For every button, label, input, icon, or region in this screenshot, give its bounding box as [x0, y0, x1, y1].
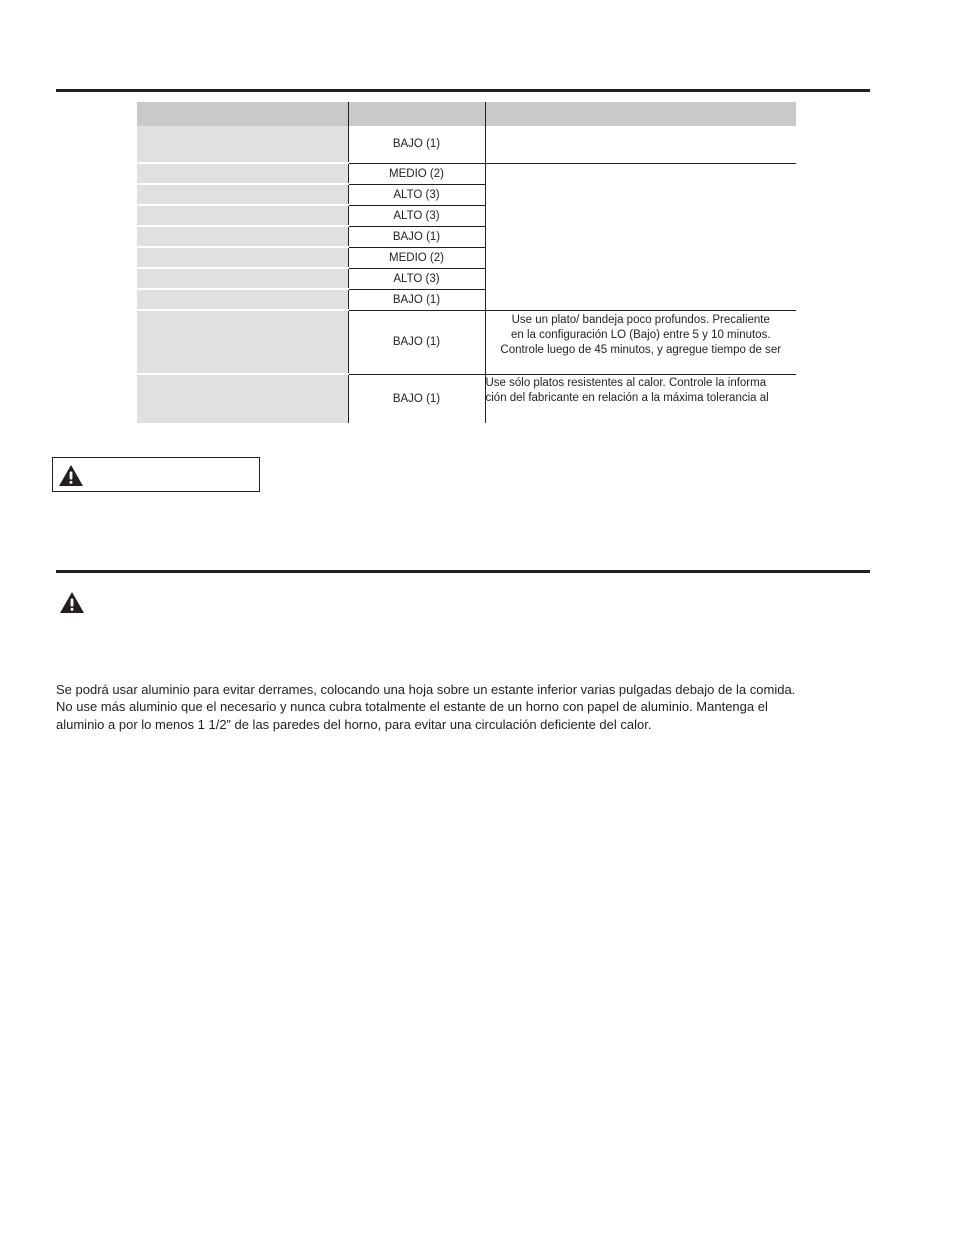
food-cell — [137, 289, 348, 310]
setting-cell: BAJO (1) — [348, 289, 485, 310]
setting-cell: ALTO (3) — [348, 184, 485, 205]
caution-label-box — [52, 457, 260, 492]
aluminum-foil-paragraph — [56, 681, 868, 733]
food-cell — [137, 310, 348, 374]
notes-line: Use un plato/ bandeja poco profundos. Precaliente — [511, 313, 770, 326]
setting-cell: ALTO (3) — [348, 205, 485, 226]
notes-line: Controle luego de 45 minutos, y agregue tiempo de ser — [500, 343, 782, 356]
paragraph-line: aluminio a por lo menos 1 1/2” de las paredes del horno, para evitar una circulación deficiente del calor. — [56, 716, 652, 732]
paragraph-line: Se podrá usar aluminio para evitar derrames, colocando una hoja sobre un estante inferior varias pulgadas debajo de la comida. — [56, 682, 796, 697]
warming-settings-table — [137, 102, 796, 423]
food-cell — [137, 126, 348, 163]
food-cell — [137, 184, 348, 205]
notes-line: Use sólo platos resistentes al calor. Controle la informa — [485, 376, 767, 389]
food-cell — [137, 163, 348, 184]
setting-cell: BAJO (1) — [348, 310, 485, 374]
notes-cell — [485, 126, 796, 163]
setting-cell: MEDIO (2) — [348, 163, 485, 184]
table-header-row — [137, 102, 796, 126]
notes-cell-merged — [485, 163, 796, 310]
setting-cell: BAJO (1) — [348, 126, 485, 163]
header-food-cell — [137, 102, 348, 126]
notes-line: en la configuración LO (Bajo) entre 5 y 10 minutos. — [510, 328, 771, 341]
setting-cell: MEDIO (2) — [348, 247, 485, 268]
table-row — [137, 374, 796, 423]
food-cell — [137, 268, 348, 289]
notes-line: ción del fabricante en relación a la máxima tolerancia al — [485, 391, 769, 404]
warning-triangle-icon — [59, 591, 85, 619]
food-cell — [137, 374, 348, 423]
food-cell — [137, 205, 348, 226]
food-cell — [137, 226, 348, 247]
header-notes-cell — [485, 102, 796, 126]
setting-cell: BAJO (1) — [348, 374, 485, 423]
table-row — [137, 310, 796, 374]
warning-triangle-icon — [58, 464, 84, 492]
food-cell — [137, 247, 348, 268]
notes-cell — [485, 310, 796, 374]
paragraph-line: No use más aluminio que el necesario y nunca cubra totalmente el estante de un horno con papel de aluminio. Mantenga el — [56, 699, 768, 715]
header-setting-cell — [348, 102, 485, 126]
table-row — [137, 163, 796, 184]
aluminum-section-rule — [56, 570, 870, 573]
setting-cell: ALTO (3) — [348, 268, 485, 289]
notes-cell — [485, 374, 796, 423]
setting-cell: BAJO (1) — [348, 226, 485, 247]
table-row — [137, 126, 796, 163]
top-section-rule — [56, 89, 870, 92]
